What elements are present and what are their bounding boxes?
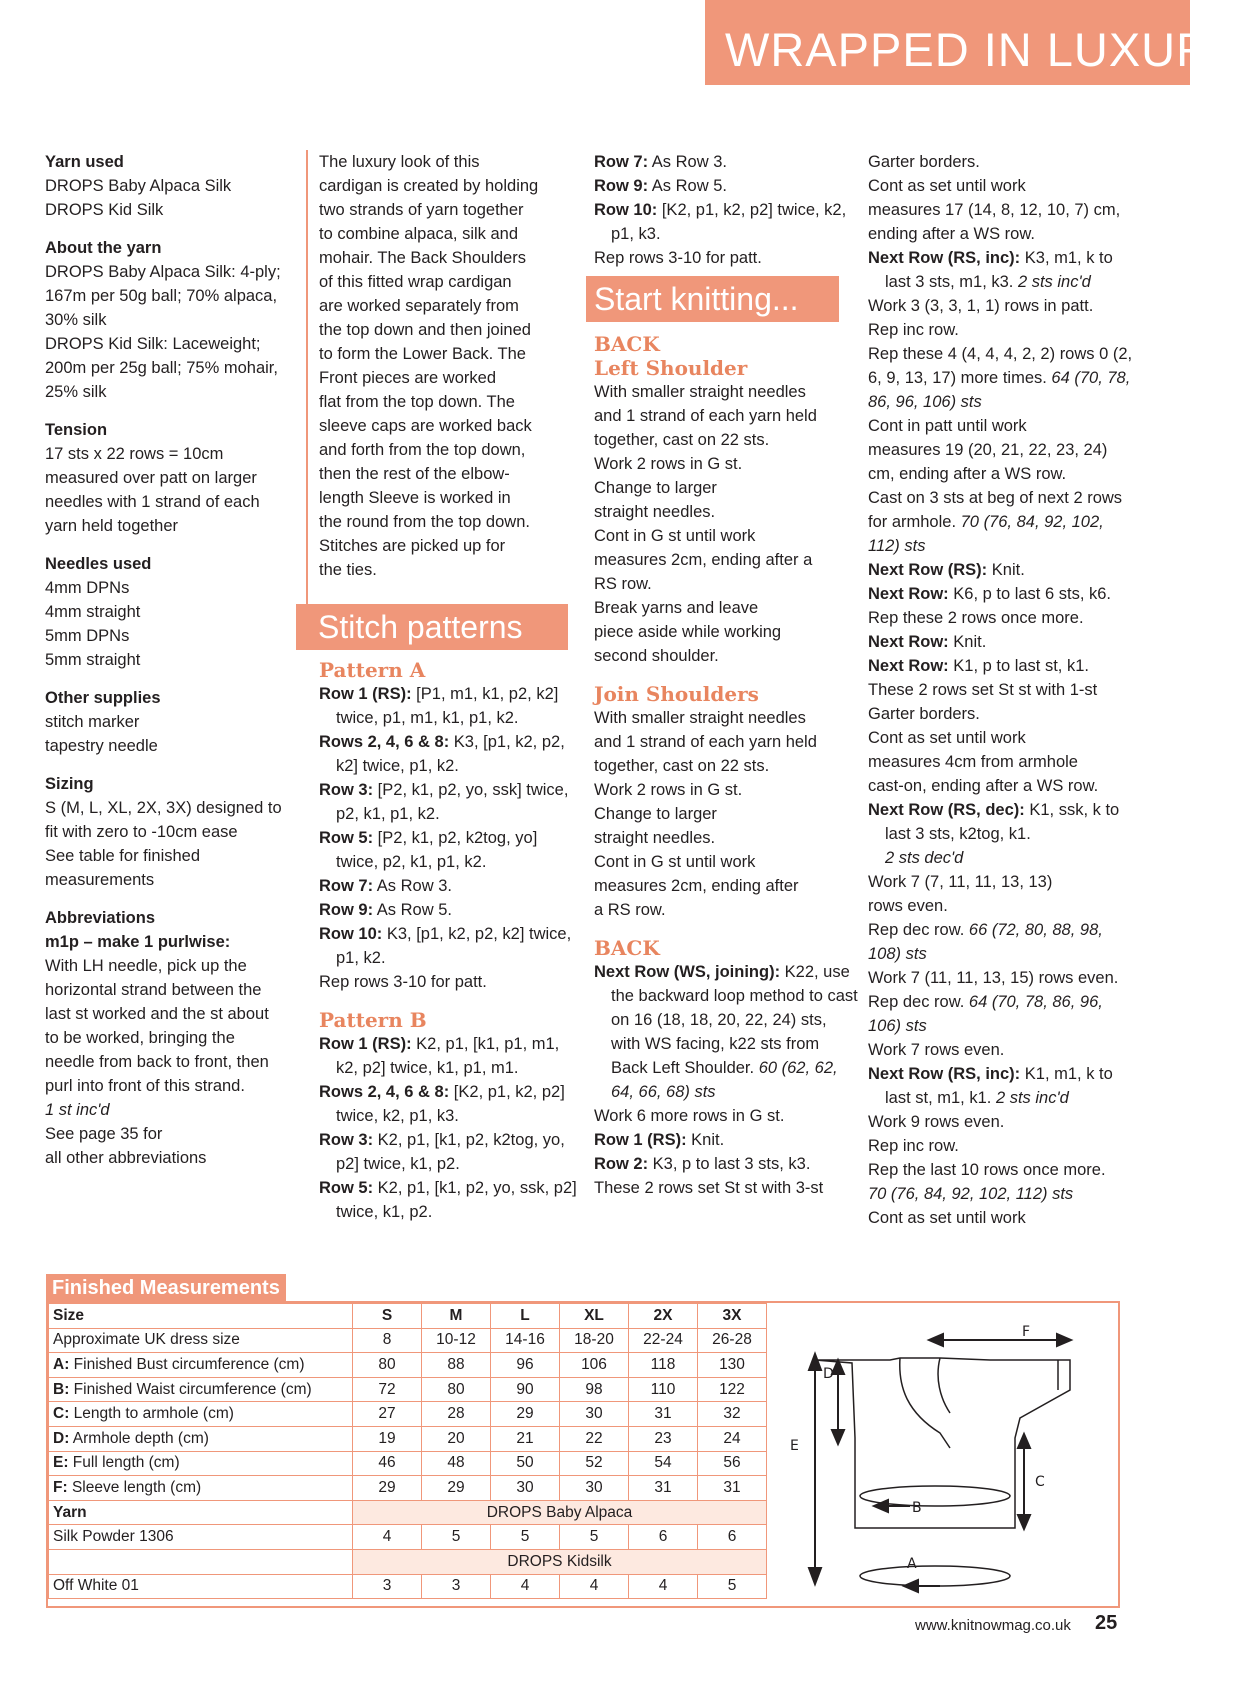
intro-line: length Sleeve is worked in bbox=[319, 489, 511, 507]
table-row bbox=[49, 1525, 767, 1550]
table-row bbox=[49, 1451, 767, 1476]
table-row bbox=[49, 1476, 767, 1501]
back-instruction: Next Row (RS, dec): K1, ssk, k to last 3 sts, k2tog, k1. bbox=[868, 801, 1120, 843]
table-row bbox=[49, 1549, 767, 1574]
table-cell: 24 bbox=[698, 1426, 767, 1451]
table-cell: 18-20 bbox=[560, 1328, 629, 1353]
back-instruction: ending after a WS row. bbox=[868, 225, 1035, 243]
table-cell: 3 bbox=[353, 1574, 422, 1599]
table-row bbox=[49, 1402, 767, 1427]
tension-line: 17 sts x 22 rows = 10cm bbox=[45, 445, 224, 463]
table-cell: E: Full length (cm) bbox=[49, 1451, 353, 1476]
about-yarn-line: 30% silk bbox=[45, 311, 107, 329]
left-shoulder-line: With smaller straight needles bbox=[594, 383, 806, 401]
table-header-row bbox=[49, 1304, 767, 1329]
table-cell: 29 bbox=[491, 1402, 560, 1427]
header-banner bbox=[705, 0, 1243, 85]
sizing-line: fit with zero to -10cm ease bbox=[45, 823, 238, 841]
table-cell: XL bbox=[560, 1304, 629, 1329]
intro-line: of this fitted wrap cardigan bbox=[319, 273, 512, 291]
intro-line: are worked separately from bbox=[319, 297, 519, 315]
stitch-patterns-heading: Stitch patterns bbox=[296, 604, 568, 650]
back-instruction: These 2 rows set St st with 3-st bbox=[594, 1179, 824, 1197]
table-cell: 5 bbox=[422, 1525, 491, 1550]
back-instruction: Rep the last 10 rows once more. bbox=[868, 1161, 1106, 1179]
intro-line: then the rest of the elbow- bbox=[319, 465, 510, 483]
pattern-a-row: Row 5: [P2, k1, p2, k2tog, yo] twice, p2, k1, p1, k2. bbox=[319, 829, 538, 871]
table-row bbox=[49, 1328, 767, 1353]
back-instruction: Cont as set until work bbox=[868, 729, 1026, 747]
table-cell: 2X bbox=[629, 1304, 698, 1329]
table-cell: 4 bbox=[491, 1574, 560, 1599]
back-instruction: Cont in patt until work bbox=[868, 417, 1027, 435]
back-instruction: These 2 rows set St st with 1-st bbox=[868, 681, 1098, 699]
measurements-title: Finished Measurements bbox=[46, 1274, 286, 1302]
pattern-a-heading: Pattern A bbox=[319, 658, 426, 682]
table-cell: 27 bbox=[353, 1402, 422, 1427]
sizing-line: See table for finished bbox=[45, 847, 201, 865]
join-shoulders-line: Work 2 rows in G st. bbox=[594, 781, 743, 799]
left-shoulder-line: together, cast on 22 sts. bbox=[594, 431, 770, 449]
diagram-label-f: F bbox=[1022, 1324, 1031, 1340]
pattern-a-row: Row 7: As Row 3. bbox=[319, 877, 452, 895]
table-cell: 54 bbox=[629, 1451, 698, 1476]
abbreviation-line: needle from back to front, then bbox=[45, 1053, 269, 1071]
table-cell: 106 bbox=[560, 1353, 629, 1378]
table-cell bbox=[49, 1549, 353, 1574]
back-instruction: measures 19 (20, 21, 22, 23, 24) bbox=[868, 441, 1108, 459]
left-shoulder-line: Break yarns and leave bbox=[594, 599, 759, 617]
table-cell: 30 bbox=[491, 1476, 560, 1501]
table-cell: F: Sleeve length (cm) bbox=[49, 1476, 353, 1501]
diagram-label-e: E bbox=[790, 1438, 799, 1454]
pattern-a-repeat: Rep rows 3-10 for patt. bbox=[319, 973, 487, 991]
about-yarn-line: 25% silk bbox=[45, 383, 107, 401]
tension-line: needles with 1 strand of each bbox=[45, 493, 260, 511]
sizing-line: S (M, L, XL, 2X, 3X) designed to bbox=[45, 799, 282, 817]
needles-line: 4mm straight bbox=[45, 603, 141, 621]
intro-line: sleeve caps are worked back bbox=[319, 417, 532, 435]
table-cell: 80 bbox=[422, 1377, 491, 1402]
table-cell: 30 bbox=[560, 1402, 629, 1427]
column-2 bbox=[319, 150, 584, 1224]
left-shoulder-line: and 1 strand of each yarn held bbox=[594, 407, 817, 425]
back-instruction: Cont as set until work bbox=[868, 1209, 1026, 1227]
table-cell: S bbox=[353, 1304, 422, 1329]
pattern-b-heading: Pattern B bbox=[319, 1008, 427, 1032]
table-cell: 23 bbox=[629, 1426, 698, 1451]
table-cell: DROPS Baby Alpaca bbox=[353, 1500, 767, 1525]
start-knitting-heading: Start knitting... bbox=[586, 276, 839, 322]
left-shoulder-heading: Left Shoulder bbox=[594, 356, 748, 380]
table-cell: 6 bbox=[629, 1525, 698, 1550]
table-cell: 50 bbox=[491, 1451, 560, 1476]
back-instruction: cm, ending after a WS row. bbox=[868, 465, 1067, 483]
table-cell: B: Finished Waist circumference (cm) bbox=[49, 1377, 353, 1402]
about-yarn-line: 167m per 50g ball; 70% alpaca, bbox=[45, 287, 278, 305]
intro-line: the ties. bbox=[319, 561, 377, 579]
table-cell: DROPS Kidsilk bbox=[353, 1549, 767, 1574]
pattern-a-row: Rows 2, 4, 6 & 8: K3, [p1, k2, p2, k2] twice, p1, k2. bbox=[319, 733, 565, 775]
intro-line: Front pieces are worked bbox=[319, 369, 496, 387]
back-instruction: Rep inc row. bbox=[868, 1137, 959, 1155]
abbreviation-result: 1 st inc'd bbox=[45, 1101, 110, 1119]
back-instruction: Next Row (WS, joining): K22, use the backward loop method to cast on 16 (18, 18, 20, 22, 24) sts, with WS facing, k22 sts from Back Left Shoulder. 60 (62, 62, 64, 66, 68) sts bbox=[594, 963, 858, 1101]
table-cell: 5 bbox=[560, 1525, 629, 1550]
about-yarn-line: 200m per 25g ball; 75% mohair, bbox=[45, 359, 278, 377]
table-cell: L bbox=[491, 1304, 560, 1329]
join-shoulders-line: straight needles. bbox=[594, 829, 716, 847]
table-cell: M bbox=[422, 1304, 491, 1329]
table-cell: 20 bbox=[422, 1426, 491, 1451]
measurements-table bbox=[48, 1303, 767, 1599]
back-instruction: Cast on 3 sts at beg of next 2 rows for armhole. 70 (76, 84, 92, 102, 112) sts bbox=[868, 489, 1123, 555]
pattern-b-row: Row 5: K2, p1, [k1, p2, yo, ssk, p2] twice, k1, p2. bbox=[319, 1179, 577, 1221]
back-instruction: Next Row (RS, inc): K1, m1, k to last st, m1, k1. 2 sts inc'd bbox=[868, 1065, 1113, 1107]
join-shoulders-line: and 1 strand of each yarn held bbox=[594, 733, 817, 751]
table-cell: 30 bbox=[560, 1476, 629, 1501]
back-instruction: Next Row: K1, p to last st, k1. bbox=[868, 657, 1089, 675]
yarn-used-line: DROPS Kid Silk bbox=[45, 201, 164, 219]
table-cell: 5 bbox=[491, 1525, 560, 1550]
table-cell: 5 bbox=[698, 1574, 767, 1599]
left-shoulder-line: piece aside while working bbox=[594, 623, 782, 641]
back-instruction: Rep dec row. 64 (70, 78, 86, 96, 106) sts bbox=[868, 993, 1103, 1035]
table-cell: 80 bbox=[353, 1353, 422, 1378]
abbreviation-line: to be worked, bringing the bbox=[45, 1029, 235, 1047]
abbreviation-line: last st worked and the st about bbox=[45, 1005, 269, 1023]
table-cell: 4 bbox=[629, 1574, 698, 1599]
table-cell: 98 bbox=[560, 1377, 629, 1402]
back-instruction: Rep these 2 rows once more. bbox=[868, 609, 1084, 627]
pattern-b-row: Rows 2, 4, 6 & 8: [K2, p1, k2, p2] twice, k2, p1, k3. bbox=[319, 1083, 565, 1125]
join-shoulders-heading: Join Shoulders bbox=[594, 682, 759, 706]
back-instruction: cast-on, ending after a WS row. bbox=[868, 777, 1099, 795]
back-instruction: 2 sts dec'd bbox=[885, 849, 964, 867]
back-instruction: rows even. bbox=[868, 897, 948, 915]
table-cell: 88 bbox=[422, 1353, 491, 1378]
back-instruction: Cont as set until work bbox=[868, 177, 1026, 195]
pattern-a-row: Row 10: K3, [p1, k2, p2, k2] twice, p1, k2. bbox=[319, 925, 572, 967]
join-shoulders-line: a RS row. bbox=[594, 901, 666, 919]
back-instruction: 70 (76, 84, 92, 102, 112) sts bbox=[868, 1185, 1074, 1203]
pattern-a-row: Row 9: As Row 5. bbox=[319, 901, 452, 919]
table-cell: 29 bbox=[422, 1476, 491, 1501]
back-instruction: measures 17 (14, 8, 12, 10, 7) cm, bbox=[868, 201, 1121, 219]
intro-line: to form the Lower Back. The bbox=[319, 345, 526, 363]
pattern-a-row: Row 1 (RS): [P1, m1, k1, p2, k2] twice, p1, m1, k1, p1, k2. bbox=[319, 685, 559, 727]
left-shoulder-line: straight needles. bbox=[594, 503, 716, 521]
join-shoulders-line: Change to larger bbox=[594, 805, 717, 823]
table-cell: Off White 01 bbox=[49, 1574, 353, 1599]
needles-heading: Needles used bbox=[45, 555, 152, 573]
pattern-b-row: Row 3: K2, p1, [k1, p2, k2tog, yo, p2] twice, k1, p2. bbox=[319, 1131, 565, 1173]
diagram-label-b: B bbox=[912, 1500, 922, 1516]
table-cell: 29 bbox=[353, 1476, 422, 1501]
pattern-b-repeat: Rep rows 3-10 for patt. bbox=[594, 249, 762, 267]
back-heading: BACK bbox=[594, 332, 660, 356]
back-instruction: Work 9 rows even. bbox=[868, 1113, 1005, 1131]
schematic-diagram bbox=[790, 1318, 1090, 1598]
abbreviation-line: purl into front of this strand. bbox=[45, 1077, 245, 1095]
table-cell: 22 bbox=[560, 1426, 629, 1451]
tension-line: yarn held together bbox=[45, 517, 179, 535]
back-instruction: Rep dec row. 66 (72, 80, 88, 98, 108) sts bbox=[868, 921, 1103, 963]
table-cell: 10-12 bbox=[422, 1328, 491, 1353]
table-cell: Silk Powder 1306 bbox=[49, 1525, 353, 1550]
table-cell: 90 bbox=[491, 1377, 560, 1402]
table-cell: 4 bbox=[560, 1574, 629, 1599]
yarn-used-line: DROPS Baby Alpaca Silk bbox=[45, 177, 232, 195]
table-row bbox=[49, 1426, 767, 1451]
page-number: 25 bbox=[1095, 1612, 1118, 1634]
diagram-label-a: A bbox=[907, 1556, 917, 1572]
table-cell: 3X bbox=[698, 1304, 767, 1329]
back-instruction: Next Row (RS, inc): K3, m1, k to last 3 sts, m1, k3. 2 sts inc'd bbox=[868, 249, 1113, 291]
pattern-b-row: Row 7: As Row 3. bbox=[594, 153, 727, 171]
table-cell: 110 bbox=[629, 1377, 698, 1402]
about-yarn-line: DROPS Baby Alpaca Silk: 4-ply; bbox=[45, 263, 281, 281]
table-cell: 8 bbox=[353, 1328, 422, 1353]
table-cell: 19 bbox=[353, 1426, 422, 1451]
table-cell: 46 bbox=[353, 1451, 422, 1476]
table-cell: A: Finished Bust circumference (cm) bbox=[49, 1353, 353, 1378]
column-4 bbox=[868, 150, 1133, 1230]
left-shoulder-line: Work 2 rows in G st. bbox=[594, 455, 743, 473]
table-cell: 22-24 bbox=[629, 1328, 698, 1353]
back-instruction: Work 7 (7, 11, 11, 13, 13) bbox=[868, 873, 1053, 891]
supplies-line: tapestry needle bbox=[45, 737, 158, 755]
table-cell: 118 bbox=[629, 1353, 698, 1378]
back-instruction: measures 4cm from armhole bbox=[868, 753, 1078, 771]
intro-line: two strands of yarn together bbox=[319, 201, 524, 219]
pattern-a-row: Row 3: [P2, k1, p2, yo, ssk] twice, p2, k1, p1, k2. bbox=[319, 781, 569, 823]
left-shoulder-line: Change to larger bbox=[594, 479, 717, 497]
table-row bbox=[49, 1574, 767, 1599]
table-cell: 56 bbox=[698, 1451, 767, 1476]
table-cell: C: Length to armhole (cm) bbox=[49, 1402, 353, 1427]
table-cell: 28 bbox=[422, 1402, 491, 1427]
back-heading-2: BACK bbox=[594, 936, 660, 960]
intro-line: and forth from the top down, bbox=[319, 441, 526, 459]
needles-line: 5mm DPNs bbox=[45, 627, 130, 645]
table-cell: 31 bbox=[629, 1476, 698, 1501]
abbreviation-line: horizontal strand between the bbox=[45, 981, 262, 999]
table-cell: Size bbox=[49, 1304, 353, 1329]
table-cell: 6 bbox=[698, 1525, 767, 1550]
abbreviations-heading: Abbreviations bbox=[45, 909, 156, 927]
pattern-b-row: Row 10: [K2, p1, k2, p2] twice, k2, p1, k3. bbox=[594, 201, 847, 243]
table-cell: D: Armhole depth (cm) bbox=[49, 1426, 353, 1451]
left-shoulder-line: measures 2cm, ending after a bbox=[594, 551, 813, 569]
back-instruction: Rep inc row. bbox=[868, 321, 959, 339]
table-row bbox=[49, 1377, 767, 1402]
back-instruction: Work 7 (11, 11, 13, 15) rows even. bbox=[868, 969, 1119, 987]
back-instruction: Garter borders. bbox=[868, 705, 980, 723]
pattern-b-row: Row 9: As Row 5. bbox=[594, 177, 727, 195]
sizing-heading: Sizing bbox=[45, 775, 94, 793]
table-cell: Yarn bbox=[49, 1500, 353, 1525]
intro-line: the round from the top down. bbox=[319, 513, 530, 531]
page-title: WRAPPED IN LUXURY bbox=[725, 23, 1243, 76]
back-instruction: Next Row: Knit. bbox=[868, 633, 987, 651]
table-cell: 31 bbox=[629, 1402, 698, 1427]
needles-line: 5mm straight bbox=[45, 651, 141, 669]
back-instruction: Work 3 (3, 3, 1, 1) rows in patt. bbox=[868, 297, 1094, 315]
back-instruction: Rep these 4 (4, 4, 4, 2, 2) rows 0 (2, 6, 9, 13, 17) more times. 64 (70, 78, 86, 96, 106) sts bbox=[868, 345, 1133, 411]
join-shoulders-line: With smaller straight needles bbox=[594, 709, 806, 727]
supplies-heading: Other supplies bbox=[45, 689, 161, 707]
table-cell: 72 bbox=[353, 1377, 422, 1402]
abbreviation-line: With LH needle, pick up the bbox=[45, 957, 247, 975]
abbreviation-see: all other abbreviations bbox=[45, 1149, 207, 1167]
back-instruction: Next Row (RS): Knit. bbox=[868, 561, 1025, 579]
left-shoulder-line: second shoulder. bbox=[594, 647, 719, 665]
about-yarn-line: DROPS Kid Silk: Laceweight; bbox=[45, 335, 261, 353]
join-shoulders-line: together, cast on 22 sts. bbox=[594, 757, 770, 775]
footer-url: www.knitnowmag.co.uk bbox=[915, 1617, 1071, 1634]
needles-line: 4mm DPNs bbox=[45, 579, 130, 597]
table-cell: 4 bbox=[353, 1525, 422, 1550]
tension-line: measured over patt on larger bbox=[45, 469, 257, 487]
left-shoulder-line: RS row. bbox=[594, 575, 652, 593]
table-cell: 26-28 bbox=[698, 1328, 767, 1353]
back-instruction: Work 6 more rows in G st. bbox=[594, 1107, 785, 1125]
tension-heading: Tension bbox=[45, 421, 108, 439]
table-cell: 122 bbox=[698, 1377, 767, 1402]
back-instruction: Row 1 (RS): Knit. bbox=[594, 1131, 725, 1149]
table-cell: 32 bbox=[698, 1402, 767, 1427]
yarn-used-heading: Yarn used bbox=[45, 153, 124, 171]
back-instruction: Work 7 rows even. bbox=[868, 1041, 1005, 1059]
table-cell: 48 bbox=[422, 1451, 491, 1476]
abbreviation-see: See page 35 for bbox=[45, 1125, 163, 1143]
intro-line: Stitches are picked up for bbox=[319, 537, 506, 555]
left-shoulder-line: Cont in G st until work bbox=[594, 527, 756, 545]
sizing-line: measurements bbox=[45, 871, 155, 889]
table-cell: 96 bbox=[491, 1353, 560, 1378]
column-3 bbox=[594, 150, 859, 1200]
intro-line: The luxury look of this bbox=[319, 153, 480, 171]
diagram-label-d: D bbox=[823, 1366, 834, 1382]
table-cell: Approximate UK dress size bbox=[49, 1328, 353, 1353]
intro-line: to combine alpaca, silk and bbox=[319, 225, 519, 243]
back-instruction: Garter borders. bbox=[868, 153, 980, 171]
back-instruction: Row 2: K3, p to last 3 sts, k3. bbox=[594, 1155, 811, 1173]
abbreviation-term: m1p – make 1 purlwise: bbox=[45, 933, 231, 951]
intro-line: mohair. The Back Shoulders bbox=[319, 249, 526, 267]
table-row bbox=[49, 1353, 767, 1378]
back-instruction: Next Row: K6, p to last 6 sts, k6. bbox=[868, 585, 1111, 603]
table-cell: 21 bbox=[491, 1426, 560, 1451]
join-shoulders-line: Cont in G st until work bbox=[594, 853, 756, 871]
diagram-label-c: C bbox=[1035, 1474, 1045, 1490]
table-row bbox=[49, 1500, 767, 1525]
table-cell: 130 bbox=[698, 1353, 767, 1378]
about-yarn-heading: About the yarn bbox=[45, 239, 162, 257]
table-cell: 14-16 bbox=[491, 1328, 560, 1353]
pattern-b-row: Row 1 (RS): K2, p1, [k1, p1, m1, k2, p2] twice, k1, p1, m1. bbox=[319, 1035, 560, 1077]
table-cell: 52 bbox=[560, 1451, 629, 1476]
column-1 bbox=[45, 150, 300, 1170]
join-shoulders-line: measures 2cm, ending after bbox=[594, 877, 799, 895]
intro-line: flat from the top down. The bbox=[319, 393, 515, 411]
supplies-line: stitch marker bbox=[45, 713, 140, 731]
table-cell: 31 bbox=[698, 1476, 767, 1501]
intro-line: the top down and then joined bbox=[319, 321, 531, 339]
intro-line: cardigan is created by holding bbox=[319, 177, 539, 195]
table-cell: 3 bbox=[422, 1574, 491, 1599]
column-divider bbox=[306, 150, 308, 605]
